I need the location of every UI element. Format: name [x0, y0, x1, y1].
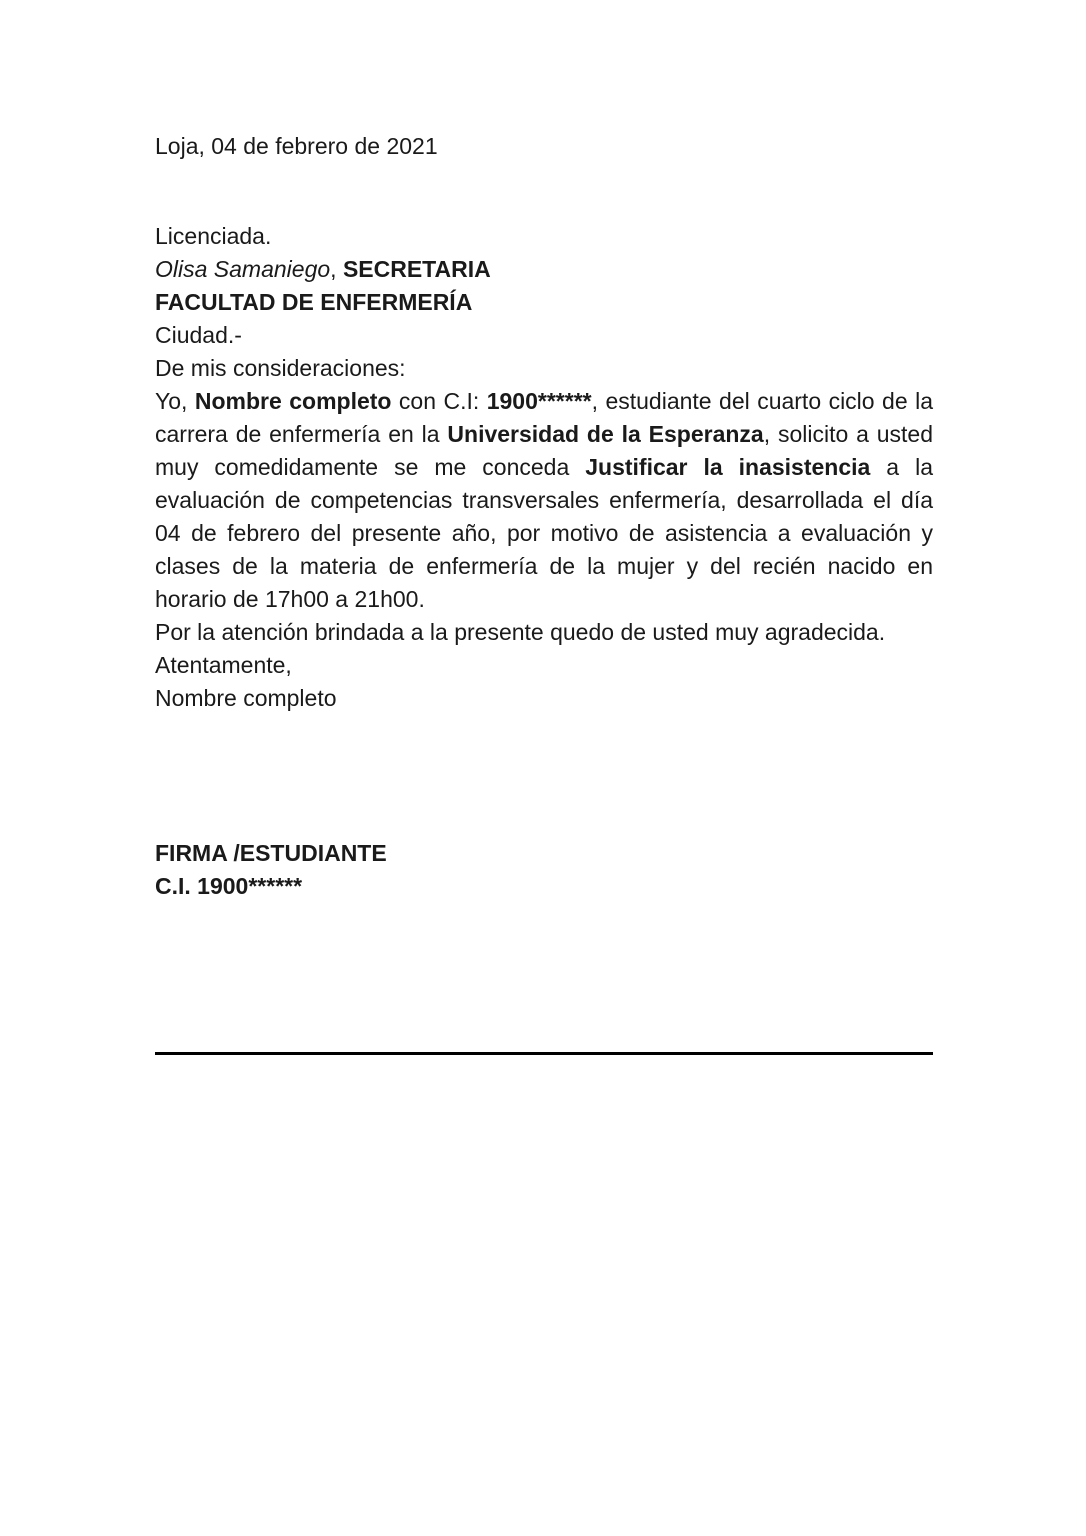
signature-ci-line: C.I. 1900******: [155, 873, 303, 899]
signature-block: [155, 837, 933, 903]
body-text-bold-segment: Justificar la inasistencia: [585, 454, 871, 480]
body-text-segment: , estudiante del cuarto ciclo de la carrera de enfermería en la: [155, 388, 933, 447]
signature-name: Nombre completo: [155, 685, 337, 711]
recipient-faculty: FACULTAD DE ENFERMERÍA: [155, 289, 473, 315]
recipient-name-separator: ,: [330, 256, 343, 282]
recipient-title: SECRETARIA: [342, 256, 491, 282]
signature-firma-line: FIRMA /ESTUDIANTE: [155, 840, 387, 866]
bottom-rule: [155, 1052, 933, 1055]
date-line: Loja, 04 de febrero de 2021: [155, 133, 438, 159]
body-text-segment: Yo,: [155, 388, 195, 414]
recipient-block: [155, 220, 933, 352]
recipient-city: Ciudad.-: [155, 322, 242, 348]
body-text-segment: con C.I:: [391, 388, 487, 414]
body-paragraph: [155, 385, 933, 616]
body-text-segment: , solicito a usted muy comedidamente se me conceda: [155, 421, 934, 480]
closing-paragraph: Por la atención brindada a la presente quedo de usted muy agradecida.: [155, 619, 886, 645]
recipient-salutation: Licenciada.: [155, 223, 272, 249]
body-text-bold-segment: Universidad de la Esperanza: [447, 421, 764, 447]
recipient-name: Olisa Samaniego: [155, 256, 331, 282]
body-text-bold-segment: 1900******: [486, 388, 592, 414]
body-text-bold-segment: Nombre completo: [194, 388, 392, 414]
greeting-line: De mis consideraciones:: [155, 355, 406, 381]
recipient-name-line: [155, 253, 933, 286]
farewell-line: Atentamente,: [155, 652, 292, 678]
body-text-segment: a la evaluación de competencias transversales enfermería, desarrollada el día 04 de febrero del presente año, por motivo de asistencia a evaluación y clases de la materia de enfermería de la mujer y del recién nacido en horario de 17h00 a 21h00.: [155, 454, 933, 612]
